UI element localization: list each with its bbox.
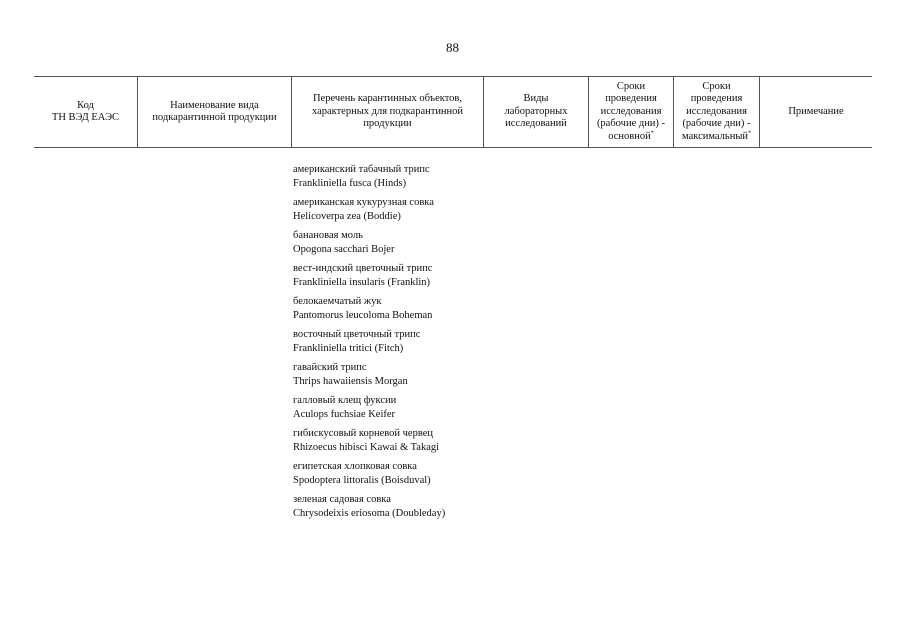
pest-name-latin: Frankliniella fusca (Hinds) [293, 177, 407, 189]
pest-name-latin: Aculops fuchsiae Keifer [293, 408, 396, 420]
pest-name-ru: зеленая садовая совка [293, 494, 391, 505]
pest-name-ru: галловый клещ фуксии [293, 395, 397, 406]
header-note: Примечание [788, 105, 844, 117]
list-item [293, 196, 493, 223]
pest-name-ru: американская кукурузная совка [293, 197, 434, 208]
header-product-name: Наименование вида подкарантинной продукции [138, 77, 292, 147]
list-item [293, 493, 493, 520]
pest-name-latin: Chrysodeixis eriosoma (Doubleday) [293, 507, 446, 519]
footnote-mark: * [650, 130, 654, 137]
list-item [293, 361, 493, 388]
list-item [293, 163, 493, 190]
pest-name-ru: гавайский трипс [293, 362, 367, 373]
page-number: 88 [446, 40, 459, 55]
pest-name-latin: Rhizoecus hibisci Kawai & Takagi [293, 441, 440, 453]
pest-name-ru: белокаемчатый жук [293, 296, 382, 307]
pest-name-ru: вест-индский цветочный трипс [293, 263, 433, 274]
list-item [293, 427, 493, 454]
header-research-period-main [589, 77, 674, 147]
pest-name-latin: Frankliniella insularis (Franklin) [293, 276, 431, 288]
header-research-period-max [674, 77, 760, 147]
header-research-period-main-text: Сроки проведения исследования (рабочие дни) - основной [596, 80, 666, 142]
footnote-mark: * [748, 130, 751, 137]
pest-name-ru: банановая моль [293, 230, 363, 241]
table-header [34, 76, 872, 148]
list-item [293, 460, 493, 487]
header-quarantine-objects: Перечень карантинных объектов, характерных для подкарантинной продукции [292, 77, 484, 147]
list-item [293, 262, 493, 289]
header-research-period-max-text: Сроки проведения исследования (рабочие дни) - максимальный [682, 80, 751, 142]
pest-name-latin: Spodoptera littoralis (Boisduval) [293, 474, 431, 486]
quarantine-objects-list [293, 163, 493, 526]
list-item [293, 394, 493, 421]
pest-name-ru: американский табачный трипс [293, 164, 430, 175]
header-code: Код ТН ВЭД ЕАЭС [34, 77, 138, 147]
list-item [293, 229, 493, 256]
pest-name-latin: Opogona sacchari Bojer [293, 243, 395, 255]
pest-name-latin: Thrips hawaiiensis Morgan [293, 375, 408, 387]
header-lab-research: Виды лабораторных исследований [484, 77, 589, 147]
pest-name-ru: египетская хлопковая совка [293, 461, 417, 472]
list-item [293, 295, 493, 322]
pest-name-latin: Helicoverpa zea (Boddie) [293, 210, 401, 222]
pest-name-latin: Pantomorus leucoloma Boheman [293, 309, 433, 321]
pest-name-ru: гибискусовый корневой червец [293, 428, 434, 439]
pest-name-ru: восточный цветочный трипс [293, 329, 421, 340]
pest-name-latin: Frankliniella tritici (Fitch) [293, 342, 404, 354]
list-item [293, 328, 493, 355]
